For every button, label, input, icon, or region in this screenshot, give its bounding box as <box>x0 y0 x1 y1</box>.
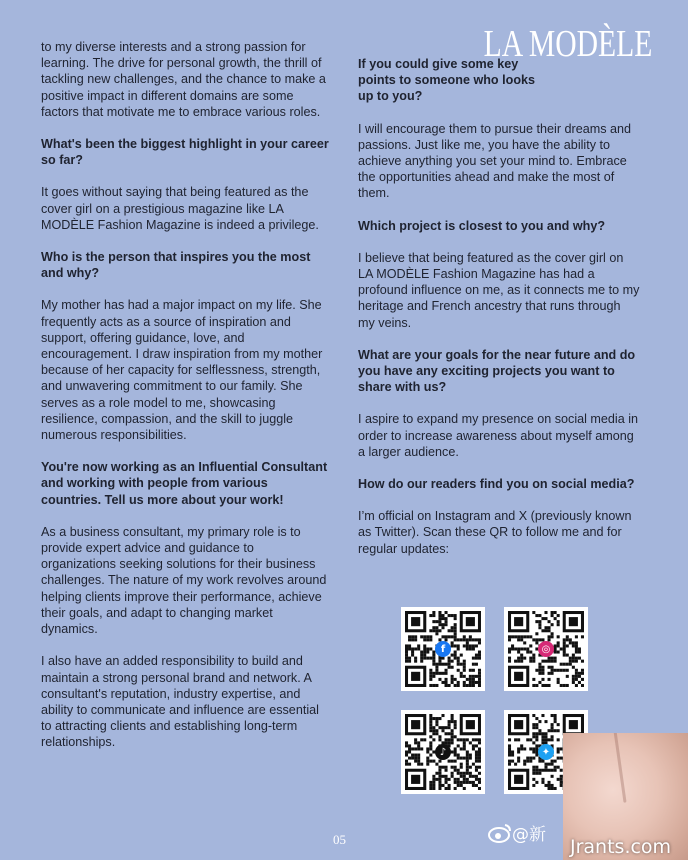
question-heading: What are your goals for the near future and do you have any exciting projects you want to share with us? <box>358 347 636 395</box>
paragraph: It goes without saying that being featured as the cover girl on a prestigious magazine like LA MODÈLE Fashion Magazine is indeed a privilege. <box>41 185 319 232</box>
question-heading: How do our readers find you on social media? <box>358 477 635 492</box>
weibo-watermark <box>488 820 546 845</box>
qr-code-instagram[interactable] <box>504 607 588 691</box>
paragraph: I aspire to expand my presence on social media in order to increase awareness about myself among a larger audience. <box>358 412 639 459</box>
weibo-handle: @新 <box>512 825 546 845</box>
question-heading: What's been the biggest highlight in your career so far? <box>41 137 329 168</box>
twitter-icon: ✦ <box>538 744 554 760</box>
question-heading: Which project is closest to you and why? <box>358 218 606 233</box>
facebook-icon: f <box>435 641 451 657</box>
question-heading: If you could give some key points to someone who looks up to you? <box>358 57 536 104</box>
paragraph: I believe that being featured as the cover girl on LA MODÈLE Fashion Magazine has had a profound influence on me, as it connects me to my heritage and French ancestry that runs through my veins. <box>358 250 640 330</box>
right-column <box>358 0 640 557</box>
paragraph: to my diverse interests and a strong passion for learning. The drive for personal growth, the thrill of tackling new challenges, and the chance to make a positive impact in different domains are some factors that motivate me to embrace various roles. <box>41 40 326 119</box>
magazine-logo: LA MODÈLE <box>483 23 652 65</box>
tiktok-icon: ♪ <box>435 744 451 760</box>
instagram-icon: ◎ <box>538 641 554 657</box>
paragraph: I’m official on Instagram and X (previously known as Twitter). Scan these QR to follow me and for regular updates: <box>358 509 632 556</box>
paragraph: My mother has had a major impact on my life. She frequently acts as a source of inspiration and support, offering guidance, love, and encouragement. I draw inspiration from my mother because of her capacity for selflessness, strength, and unwavering commitment to our family. She serves as a role model to me, showcasing resilience, compassion, and the skill to juggle numerous responsibilities. <box>41 298 323 443</box>
question-heading: You're now working as an Influential Consultant and working with people from various countries. Tell us more about your work! <box>41 460 328 507</box>
weibo-icon <box>488 823 512 843</box>
paragraph: I will encourage them to pursue their dreams and passions. Just like me, you have the ability to achieve anything you set your mind to. Embrace the opportunities ahead and make the most of them. <box>358 121 632 201</box>
qr-code-tiktok[interactable] <box>401 710 485 794</box>
left-column <box>41 0 331 751</box>
qr-code-facebook[interactable] <box>401 607 485 691</box>
paragraph: As a business consultant, my primary role is to provide expert advice and guidance to organizations seeking solutions for their business challenges. The nature of my work revolves around helping clients improve their performance, achieve their goals, and adapt to changing market dynamics. <box>41 524 327 637</box>
site-watermark: Jrants.com <box>570 836 672 858</box>
question-heading: Who is the person that inspires you the most and why? <box>41 250 311 281</box>
page-number: 05 <box>333 832 346 847</box>
paragraph: I also have an added responsibility to build and maintain a strong personal brand and network. A consultant's reputation, industry expertise, and ability to communicate and influence are essential to attracting clients and establishing long-term relationships. <box>41 654 319 750</box>
